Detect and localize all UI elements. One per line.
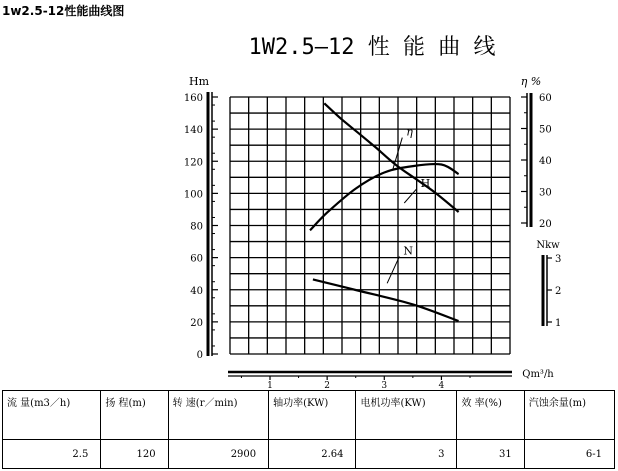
chart-title: 1W2.5—12 性 能 曲 线 bbox=[248, 35, 496, 60]
table-cell: 31 bbox=[457, 440, 524, 469]
y-axis-efficiency-label: η % bbox=[520, 75, 542, 88]
table-header-cell: 扬 程(m) bbox=[101, 391, 168, 440]
x-axis-tick-label: 2 bbox=[324, 381, 331, 390]
y-axis-power-tick-label: 2 bbox=[555, 286, 562, 297]
table-header-cell: 汽蚀余量(m) bbox=[524, 391, 614, 440]
grid bbox=[230, 97, 510, 354]
y-axis-head-tick-label: 160 bbox=[183, 93, 203, 104]
y-axis-efficiency-tick-label: 20 bbox=[539, 219, 552, 230]
x-axis-label: Qm³/h bbox=[522, 369, 554, 380]
y-axis-efficiency-tick-label: 60 bbox=[539, 93, 552, 104]
table-cell: 3 bbox=[356, 440, 457, 469]
y-axis-head-tick-label: 60 bbox=[190, 253, 203, 265]
axis-labels bbox=[184, 75, 561, 390]
y-axis-head-tick-label: 0 bbox=[196, 350, 203, 361]
table-cell: 2.5 bbox=[3, 440, 101, 469]
efficiency-curve bbox=[324, 103, 458, 212]
y-axis-head-label: Hm bbox=[188, 75, 210, 88]
x-axis-tick-label: 4 bbox=[438, 381, 445, 390]
page-title: 1w2.5-12性能曲线图 bbox=[2, 4, 125, 18]
table-header-cell: 轴功率(KW) bbox=[269, 391, 356, 440]
table-header-cell: 转 速(r／min) bbox=[168, 391, 269, 440]
head-curve-label: H bbox=[420, 176, 431, 190]
table-cell: 6-1 bbox=[524, 440, 614, 469]
x-axis-tick-label: 1 bbox=[267, 381, 273, 390]
table-header-row bbox=[3, 391, 615, 440]
table-value-row bbox=[3, 440, 615, 469]
table-header-cell: 流 量(m3／h) bbox=[3, 391, 101, 440]
y-axis-head-tick-label: 100 bbox=[183, 189, 203, 201]
head-curve bbox=[310, 164, 459, 230]
table-cell: 2.64 bbox=[269, 440, 356, 469]
table-header-cell: 效 率(%) bbox=[457, 391, 524, 440]
y-axis-power-tick-label: 3 bbox=[555, 254, 562, 265]
table-cell: 120 bbox=[101, 440, 168, 469]
y-axis-head-tick-label: 20 bbox=[190, 317, 203, 329]
spec-table bbox=[2, 390, 615, 469]
table-cell: 2900 bbox=[168, 440, 269, 469]
power-curve bbox=[313, 279, 459, 321]
series-lines bbox=[310, 103, 459, 321]
head-curve-label-leader bbox=[404, 189, 416, 203]
y-axis-power-tick-label: 1 bbox=[555, 318, 562, 329]
y-axis-head-tick-label: 120 bbox=[183, 157, 203, 169]
table-header-cell: 电机功率(KW) bbox=[356, 391, 457, 440]
axes bbox=[208, 92, 552, 380]
x-axis-tick-label: 3 bbox=[381, 381, 388, 390]
y-axis-head-tick-label: 140 bbox=[183, 125, 203, 137]
y-axis-power-label: Nkw bbox=[536, 240, 560, 251]
y-axis-efficiency-tick-label: 50 bbox=[539, 124, 552, 136]
y-axis-efficiency-tick-label: 30 bbox=[539, 187, 552, 199]
efficiency-curve-label: η bbox=[406, 125, 413, 139]
y-axis-efficiency-tick-label: 40 bbox=[539, 156, 552, 167]
y-axis-head-tick-label: 80 bbox=[190, 221, 203, 233]
y-axis-head-tick-label: 40 bbox=[190, 285, 203, 297]
power-curve-label: N bbox=[403, 244, 414, 258]
